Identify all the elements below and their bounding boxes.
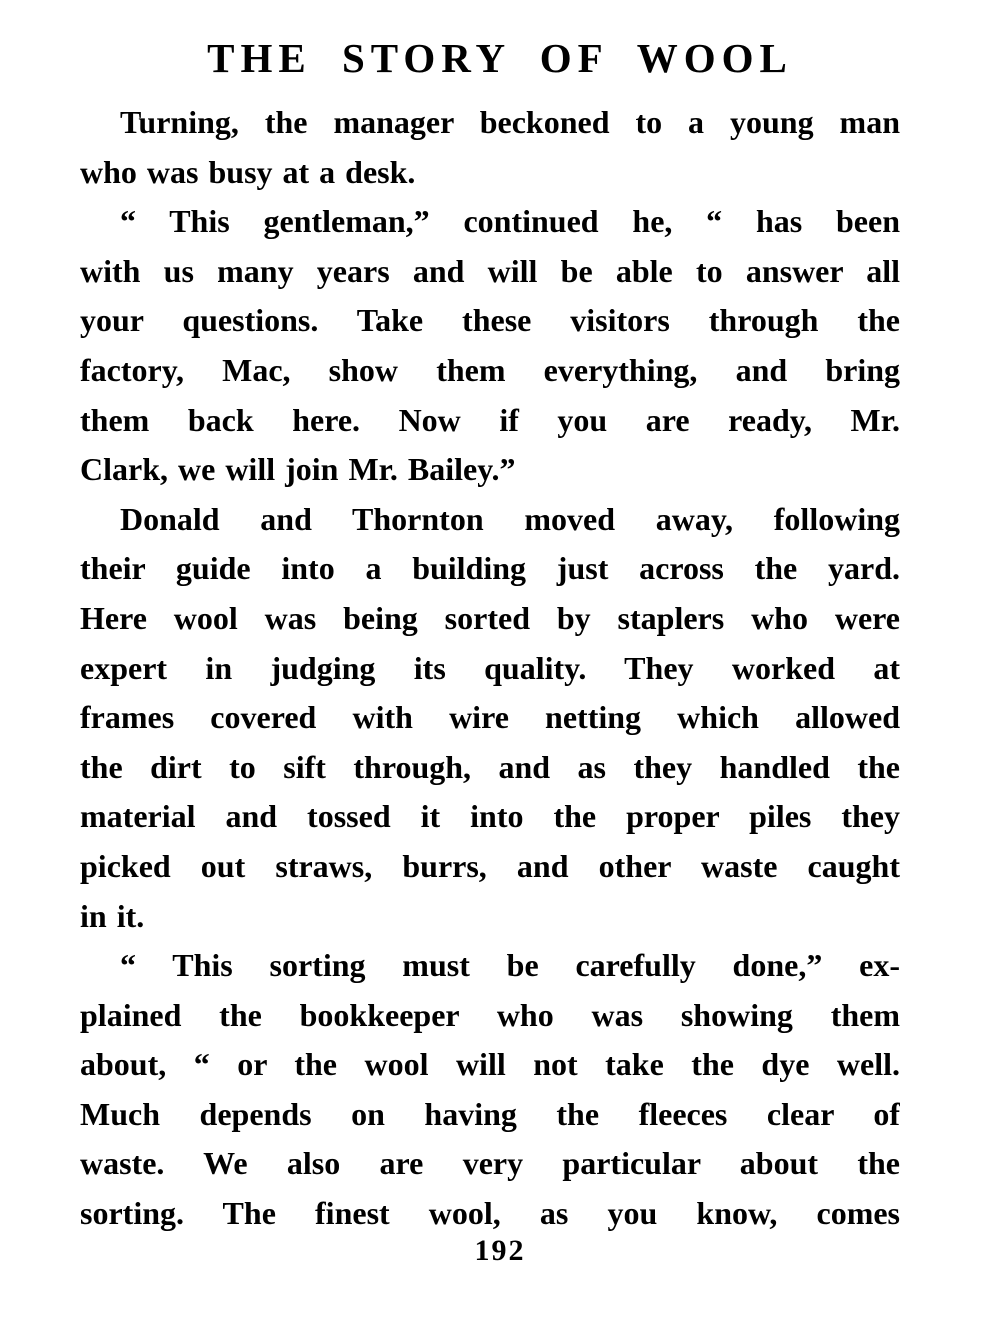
text-line: about, “ or the wool will not take the dye well.	[80, 1046, 900, 1083]
page-number: 192	[474, 1234, 526, 1267]
text-line: plained the bookkeeper who was showing them	[80, 996, 900, 1033]
text-line: their guide into a building just across the yard.	[80, 550, 900, 587]
text-line: the dirt to sift through, and as they handled the	[80, 748, 900, 785]
text-line: material and tossed it into the proper piles they	[80, 798, 900, 835]
paragraph	[80, 98, 900, 197]
text-line: your questions. Take these visitors through the	[80, 302, 900, 339]
page-title: THE STORY OF WOOL	[207, 35, 793, 81]
text-line: Here wool was being sorted by staplers who were	[80, 599, 900, 636]
text-line: expert in judging its quality. They worked at	[80, 649, 900, 686]
text-line: “ This sorting must be carefully done,” ex-	[120, 947, 900, 984]
paragraph	[80, 197, 900, 495]
text-line: “ This gentleman,” continued he, “ has been	[120, 203, 900, 240]
paragraph	[80, 941, 900, 1239]
text-line: frames covered with wire netting which allowed	[80, 699, 900, 736]
text-line: in it.	[80, 897, 145, 934]
text-line: Much depends on having the fleeces clear of	[80, 1095, 900, 1132]
text-line: them back here. Now if you are ready, Mr.	[80, 401, 900, 438]
page-body	[80, 98, 900, 1239]
text-line: with us many years and will be able to answer all	[80, 252, 900, 289]
text-line: factory, Mac, show them everything, and bring	[80, 351, 900, 388]
text-line: Turning, the manager beckoned to a young man	[120, 104, 900, 140]
text-line: waste. We also are very particular about the	[80, 1145, 900, 1182]
text-line: picked out straws, burrs, and other waste caught	[80, 847, 900, 884]
text-line: sorting. The finest wool, as you know, comes	[80, 1195, 900, 1232]
text-line: Clark, we will join Mr. Bailey.”	[80, 451, 516, 488]
paragraph	[80, 495, 900, 941]
text-line: Donald and Thornton moved away, following	[120, 500, 900, 537]
text-line: who was busy at a desk.	[80, 153, 416, 190]
